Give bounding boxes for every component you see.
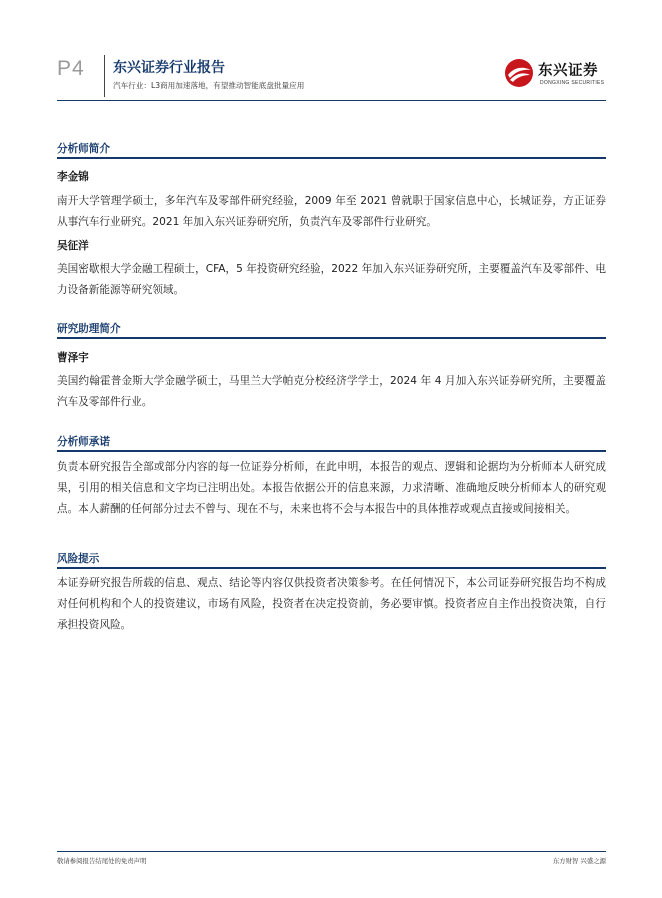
footer-rule bbox=[57, 851, 606, 852]
analyst-bio: 南开大学管理学硕士，多年汽车及零部件研究经验，2009 年至 2021 曾就职于国家信息中心，长城证券，方正证券从事汽车行业研究。2021 年加入东兴证券研究所，负责汽车及零部件行业研究。 bbox=[57, 195, 606, 228]
section-rule bbox=[57, 157, 606, 159]
header-divider bbox=[104, 55, 105, 97]
section-rule bbox=[57, 450, 606, 452]
assistant-bio: 美国约翰霍普金斯大学金融学硕士，马里兰大学帕克分校经济学学士，2024 年 4 月加入东兴证券研究所，主要覆盖汽车及零部件行业。 bbox=[57, 375, 606, 408]
footer-disclaimer-note: 敬请参阅报告结尾处的免责声明 bbox=[57, 857, 147, 865]
commitment-text: 负责本研究报告全部或部分内容的每一位证券分析师，在此申明，本报告的观点、逻辑和论据均为分析师本人研究成果，引用的相关信息和文字均已注明出处。本报告依据公开的信息来源，力求清晰、准确地反映分析师本人的研究观点。本人薪酬的任何部分过去不曾与、现在不与，未来也将不会与本报告中的具体推荐或观点直接或间接相关。 bbox=[57, 461, 606, 515]
logo-english-name: DONGXING SECURITIES bbox=[540, 80, 605, 86]
section-title-analysts: 分析师简介 bbox=[57, 143, 110, 155]
footer-slogan: 东方财智 兴盛之源 bbox=[552, 857, 606, 865]
section-title-assistants: 研究助理简介 bbox=[57, 323, 121, 335]
page-number: P4 bbox=[57, 57, 85, 80]
assistant-name: 曹泽宇 bbox=[57, 352, 89, 364]
company-logo bbox=[504, 58, 614, 92]
report-subtitle: 汽车行业：L3商用加速落地，有望推动智能底盘批量应用 bbox=[113, 81, 305, 90]
logo-name: 东兴证券 bbox=[538, 63, 598, 79]
section-rule bbox=[57, 337, 606, 339]
report-type-title: 东兴证券行业报告 bbox=[113, 60, 225, 76]
section-rule bbox=[57, 567, 606, 569]
section-title-risk: 风险提示 bbox=[57, 553, 100, 565]
header-rule bbox=[57, 100, 606, 101]
analyst-bio: 美国密歇根大学金融工程硕士，CFA，5 年投资研究经验，2022 年加入东兴证券研究所，主要覆盖汽车及零部件、电力设备新能源等研究领域。 bbox=[57, 263, 606, 296]
risk-text: 本证券研究报告所载的信息、观点、结论等内容仅供投资者决策参考。在任何情况下，本公司证券研究报告均不构成对任何机构和个人的投资建议，市场有风险，投资者在决定投资前，务必要审慎。投资者应自主作出投资决策，自行承担投资风险。 bbox=[57, 577, 606, 631]
dongxing-logo-icon bbox=[504, 58, 534, 88]
analyst-name: 吴征洋 bbox=[57, 240, 89, 252]
analyst-name: 李金锦 bbox=[57, 171, 89, 183]
section-title-commitment: 分析师承诺 bbox=[57, 436, 110, 448]
